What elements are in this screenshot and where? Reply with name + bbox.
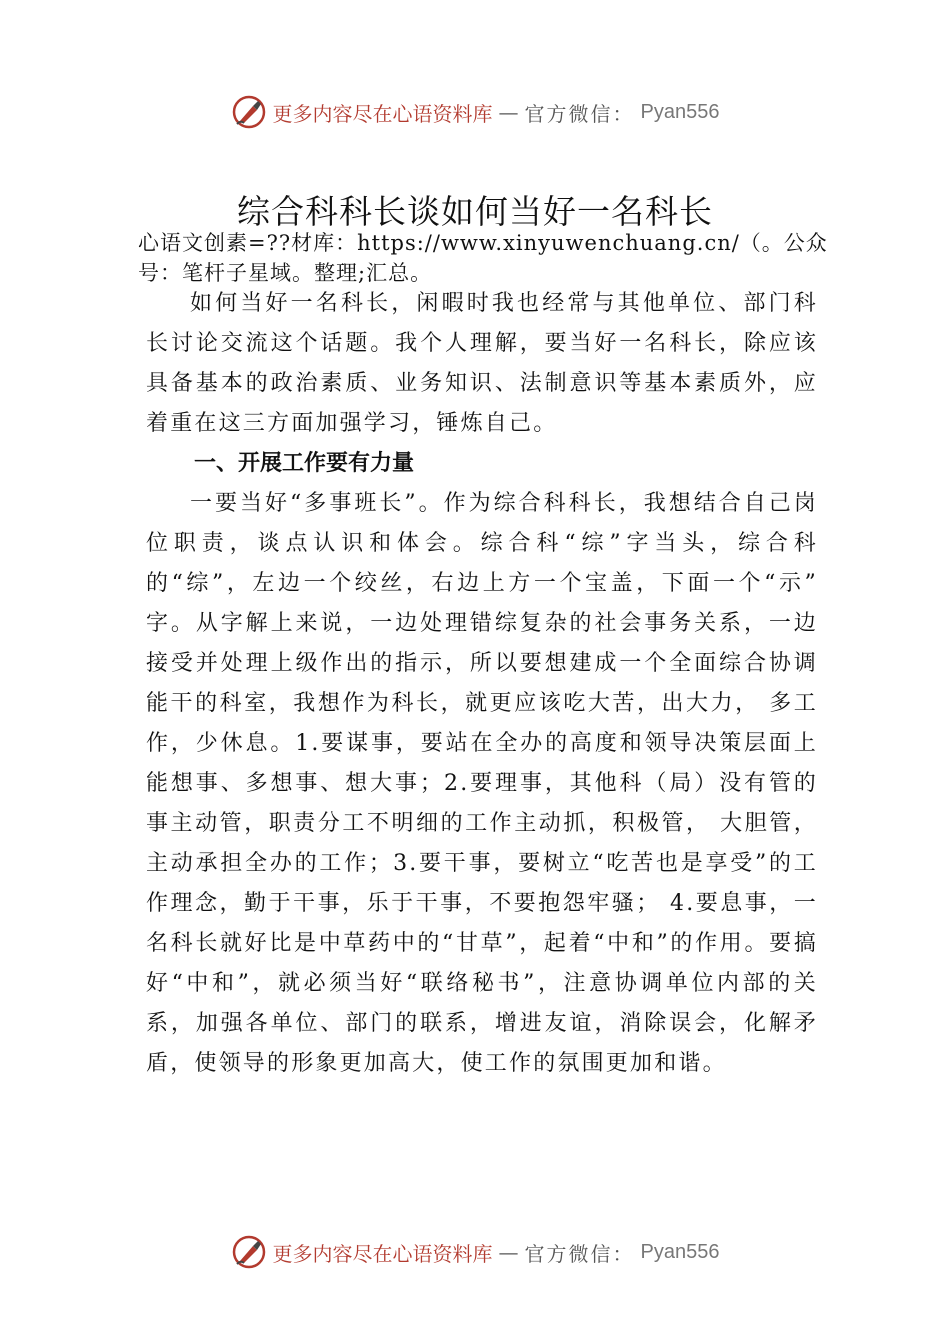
header-banner bbox=[0, 94, 950, 130]
document-body bbox=[146, 284, 818, 1084]
banner-wechat-label: 官方微信： bbox=[524, 1241, 635, 1266]
banner-separator: — bbox=[498, 100, 519, 124]
section-heading: 一、开展工作要有力量 bbox=[194, 451, 415, 476]
document-title: 综合科科长谈如何当好一名科长 bbox=[237, 192, 713, 231]
footer-banner bbox=[0, 1234, 950, 1270]
intro-paragraph: 如何当好一名科长，闲暇时我也经常与其他单位、部门科长讨论交流这个话题。我个人理解，要当好一名科长，除应该具备基本的政治素质、业务知识、法制意识等基本素质外，应着重在这三方面加强学习，锤炼自己。 bbox=[146, 291, 818, 436]
banner-wechat-label: 官方微信： bbox=[524, 101, 635, 126]
banner-wechat-id: Pyan556 bbox=[640, 1240, 720, 1263]
banner-main-text: 更多内容尽在心语资料库 bbox=[272, 101, 493, 126]
pen-nib-logo-icon bbox=[231, 94, 267, 130]
banner-wechat-id: Pyan556 bbox=[640, 100, 720, 123]
pen-nib-logo-icon bbox=[231, 1234, 267, 1270]
source-line: 心语文创素=??材库：https://www.xinyuwenchuang.cn/（。公众号：笔杆子星域。整理;汇总。 bbox=[138, 231, 828, 285]
banner-separator: — bbox=[498, 1240, 519, 1264]
banner-main-text: 更多内容尽在心语资料库 bbox=[272, 1241, 493, 1266]
section-paragraph: 一要当好“多事班长”。作为综合科科长，我想结合自己岗位职责，谈点认识和体会。综合科“综”字当头，综合科的“综”，左边一个绞丝，右边上方一个宝盖，下面一个“示” 字。从字解上来说，一边处理错综复杂的社会事务关系，一边接受并处理上级作出的指示，所以要想建成一个全面综合协调能干的科室，我想作为科长，就更应该吃大苦，出大力， 多工作，少休息。1.要谋事，要站在全办的高度和领导决策层面上能想事、多想事、想大事；2.要理事，其他科（局）没有管的事主动管，职责分工不明细的工作主动抓，积极管， 大胆管，主动承担全办的工作；3.要干事，要树立“吃苦也是享受”的工作理念，勤于干事，乐于干事，不要抱怨牢骚； 4.要息事，一名科长就好比是中草药中的“甘草”，起着“中和”的作用。要搞好“中和”，就必须当好“联络秘书”，注意协调单位内部的关系，加强各单位、部门的联系，增进友谊，消除误会，化解矛盾，使领导的形象更加高大，使工作的氛围更加和谐。 bbox=[146, 491, 818, 1076]
